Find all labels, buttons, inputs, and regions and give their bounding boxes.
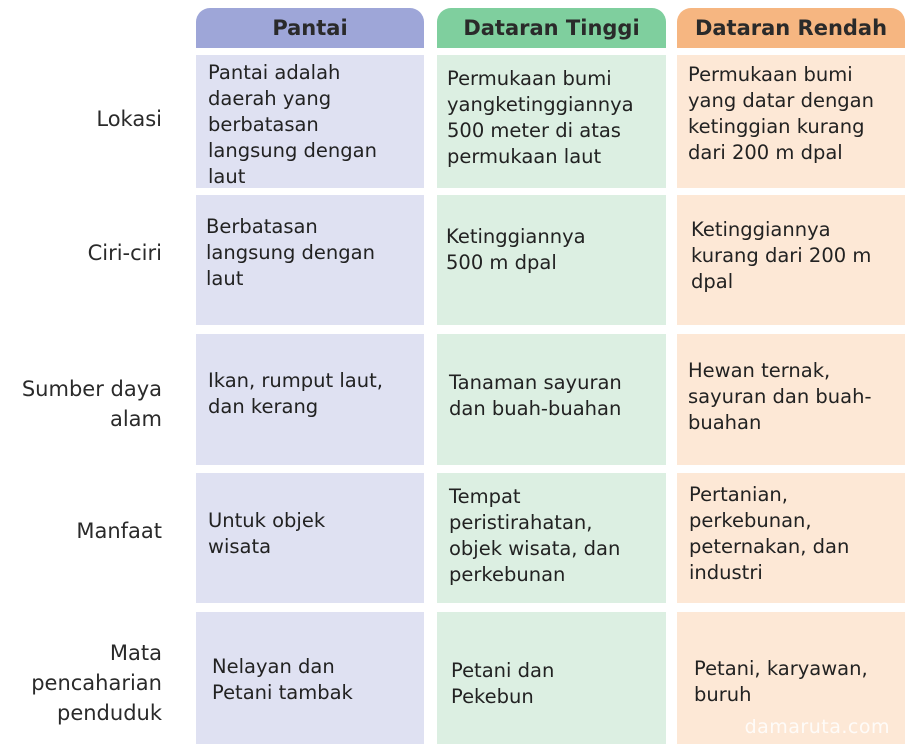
cell-tinggi-mata: Petani dan Pekebun: [451, 659, 555, 708]
cell-pantai-ciri: Berbatasan langsung dengan laut: [206, 215, 375, 290]
cell-tinggi-lokasi: Permukaan bumi yangketinggiannya 500 meter di atas permukaan laut: [447, 67, 634, 168]
header-dataran-tinggi: [437, 8, 666, 48]
header-dataran-tinggi-label: Dataran Tinggi: [463, 16, 640, 40]
row-label-lokasi: Lokasi: [96, 107, 162, 131]
cell-tinggi-sumber: Tanaman sayuran dan buah-buahan: [449, 371, 622, 420]
row-label-mata-pencaharian: Mata pencaharian penduduk: [31, 641, 162, 725]
row-label-sumber-daya-alam: Sumber daya alam: [21, 377, 162, 431]
cell-pantai-sumber: Ikan, rumput laut, dan kerang: [208, 369, 383, 418]
cell-rendah-mata: Petani, karyawan, buruh: [694, 657, 868, 706]
cell-pantai-manfaat: Untuk objek wisata: [208, 509, 326, 558]
cell-tinggi-manfaat: Tempat peristirahatan, objek wisata, dan perkebunan: [449, 485, 621, 586]
cell-pantai-mata: Nelayan dan Petani tambak: [212, 655, 353, 704]
header-dataran-rendah: [677, 8, 905, 48]
cell-tinggi-ciri: Ketinggiannya 500 m dpal: [446, 225, 586, 274]
cell-rendah-manfaat: Pertanian, perkebunan, peternakan, dan industri: [689, 483, 850, 584]
row-label-ciri-ciri: Ciri-ciri: [87, 241, 162, 265]
cell-rendah-lokasi: Permukaan bumi yang datar dengan ketinggian kurang dari 200 m dpal: [688, 63, 874, 164]
cell-pantai-lokasi: Pantai adalah daerah yang berbatasan langsung dengan laut: [208, 61, 377, 188]
watermark: damaruta.com: [744, 716, 890, 738]
row-label-manfaat: Manfaat: [76, 519, 162, 543]
cell-rendah-sumber: Hewan ternak, sayuran dan buah- buahan: [688, 359, 872, 434]
header-dataran-rendah-label: Dataran Rendah: [694, 16, 888, 40]
header-pantai-label: Pantai: [272, 16, 348, 40]
cell-rendah-ciri: Ketinggiannya kurang dari 200 m dpal: [691, 218, 872, 293]
header-pantai: [196, 8, 424, 48]
